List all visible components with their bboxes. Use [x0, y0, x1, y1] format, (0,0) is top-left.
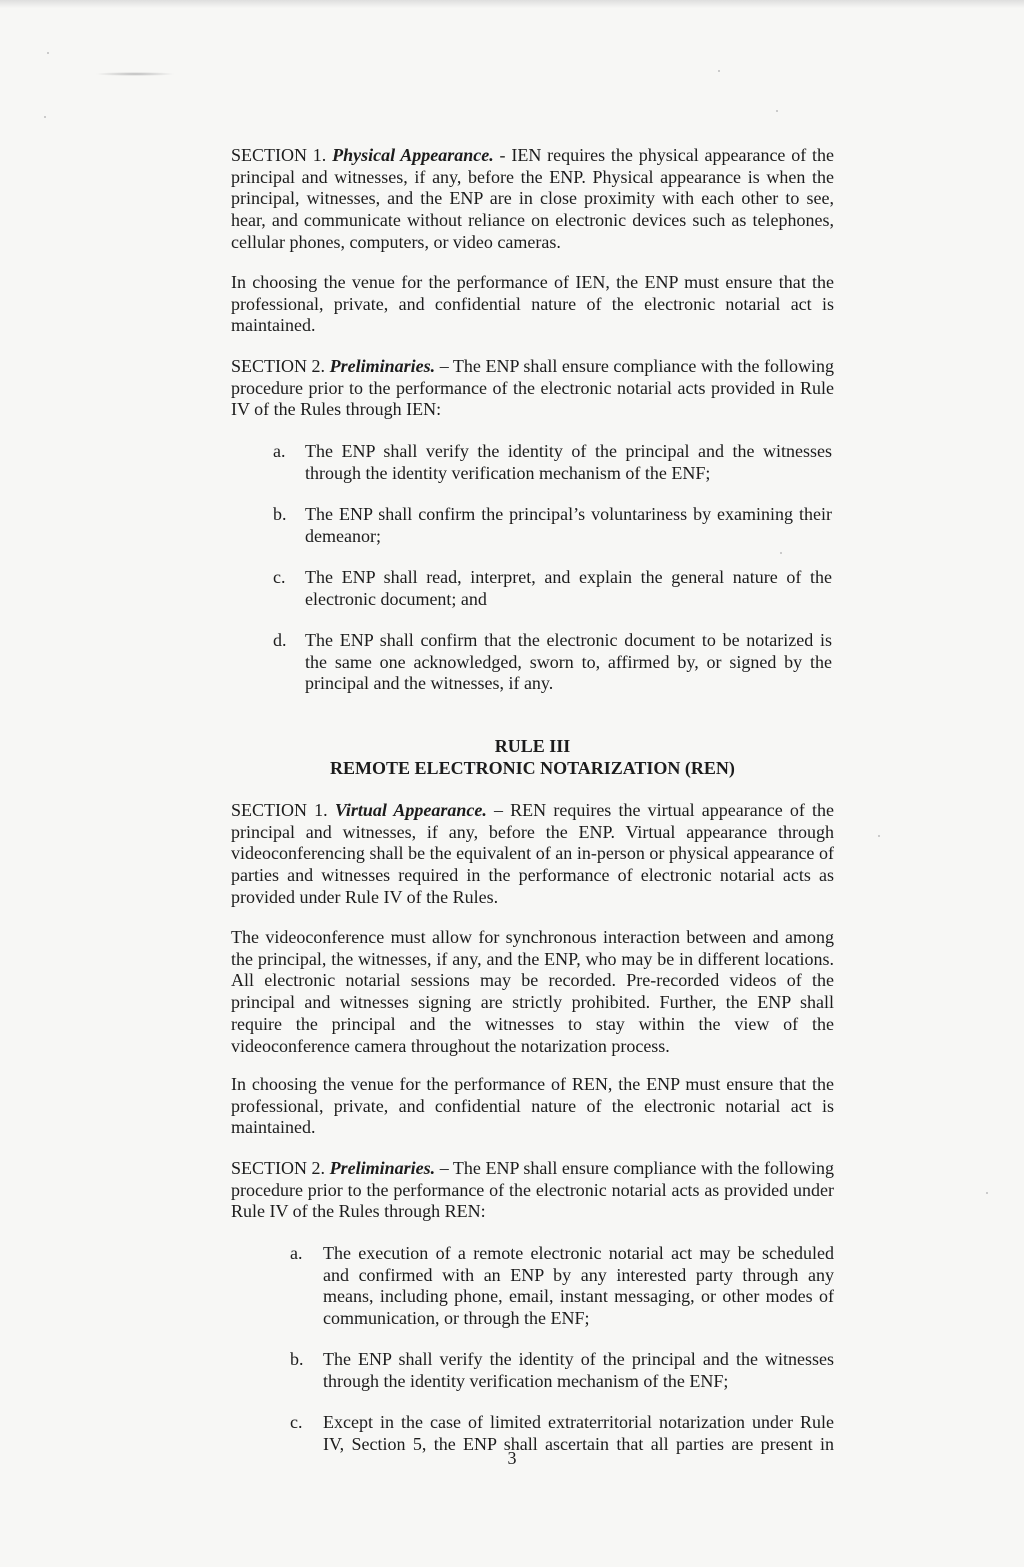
section-body: – The ENP shall ensure compliance with the following procedure prior to the performance of the electronic notarial acts provided in Rule IV of the Rules through IEN: — [231, 356, 835, 420]
list-item-text: The ENP shall verify the identity of the principal and the witnesses through the identity verification mechanism of the ENF; — [305, 441, 832, 483]
list-item-label: a. — [273, 441, 286, 461]
scan-speck — [47, 52, 49, 54]
paragraph-ren-venue: In choosing the venue for the performance of REN, the ENP must ensure that the professional, private, and confidential nature of the electronic notarial act is maintained. — [231, 1074, 834, 1138]
list-item-label: b. — [290, 1349, 304, 1369]
list-item-label: c. — [273, 567, 286, 587]
list-item-label: b. — [273, 504, 287, 524]
scan-speck — [780, 552, 782, 554]
paragraph-ien-venue: In choosing the venue for the performance of IEN, the ENP must ensure that the professional, private, and confidential nature of the electronic notarial act is maintained. — [231, 272, 834, 336]
page-number: 3 — [507, 1448, 517, 1468]
list-item-text: Except in the case of limited extraterritorial notarization under Rule IV, Section 5, the ENP shall ascertain that all parties are present in — [323, 1412, 834, 1454]
section-preliminaries-ien — [231, 356, 834, 421]
list-item-text: The ENP shall verify the identity of the principal and the witnesses through the identity verification mechanism of the ENF; — [323, 1349, 834, 1391]
section-virtual-appearance — [231, 800, 834, 909]
paragraph-videoconference: The videoconference must allow for synchronous interaction between and among the principal, the witnesses, if any, and the ENP, who may be in different locations. All electronic notarial sessions may be recorded. Pre-recorded videos of the principal and witnesses signing are strictly prohibited. Further, the ENP shall require the principal and the witnesses to stay within the view of the videoconference camera throughout the notarization process. — [231, 927, 834, 1056]
scan-speck — [776, 110, 778, 112]
scan-speck — [44, 116, 46, 118]
section-title: Virtual Appearance. — [334, 800, 487, 820]
list-item-text: The ENP shall read, interpret, and explain the general nature of the electronic document; and — [305, 567, 832, 609]
scan-edge-shadow — [0, 0, 1024, 8]
section-body: – REN requires the virtual appearance of the principal and witnesses, if any, before the ENP. Virtual appearance through videoconferencing shall be the equivalent of an in-person or physical appearance of parties and witnesses required in the performance of electronic notarial acts as provided under Rule IV of the Rules. — [231, 800, 835, 907]
rule-heading: RULE III — [494, 736, 571, 756]
section-title: Preliminaries. — [329, 356, 436, 376]
section-number: SECTION 2. — [231, 1158, 326, 1178]
section-physical-appearance — [231, 145, 834, 254]
list-item-text: The ENP shall confirm the principal’s voluntariness by examining their demeanor; — [305, 504, 832, 546]
list-item-text: The ENP shall confirm that the electronic document to be notarized is the same one acknowledged, sworn to, affirmed by, or signed by the principal and the witnesses, if any. — [305, 630, 832, 694]
scan-speck — [878, 835, 880, 837]
section-number: SECTION 1. — [231, 145, 327, 165]
scan-speck — [986, 1192, 988, 1194]
list-item-label: d. — [273, 630, 287, 650]
list-item-text: The execution of a remote electronic notarial act may be scheduled and confirmed with an ENP by any interested party through any means, including phone, email, instant messaging, or other modes of communication, or through the ENF; — [323, 1243, 834, 1329]
scan-speck — [718, 70, 720, 72]
scan-smudge — [95, 72, 175, 76]
section-body: – The ENP shall ensure compliance with the following procedure prior to the performance of the electronic notarial acts as provided under Rule IV of the Rules through REN: — [231, 1158, 835, 1222]
section-preliminaries-ren — [231, 1158, 834, 1223]
section-title: Preliminaries. — [329, 1158, 436, 1178]
list-item-label: a. — [290, 1243, 303, 1263]
list-item-label: c. — [290, 1412, 303, 1432]
section-number: SECTION 2. — [231, 356, 326, 376]
section-number: SECTION 1. — [231, 800, 328, 820]
rule-subheading: REMOTE ELECTRONIC NOTARIZATION (REN) — [330, 758, 735, 778]
section-body: - IEN requires the physical appearance of the principal and witnesses, if any, before the ENP. Physical appearance is when the principal, witnesses, and the ENP are in close proximity with each other to see, hear, and communicate without reliance on electronic devices such as telephones, cellular phones, computers, or video cameras. — [231, 145, 835, 252]
section-title: Physical Appearance. — [332, 145, 494, 165]
